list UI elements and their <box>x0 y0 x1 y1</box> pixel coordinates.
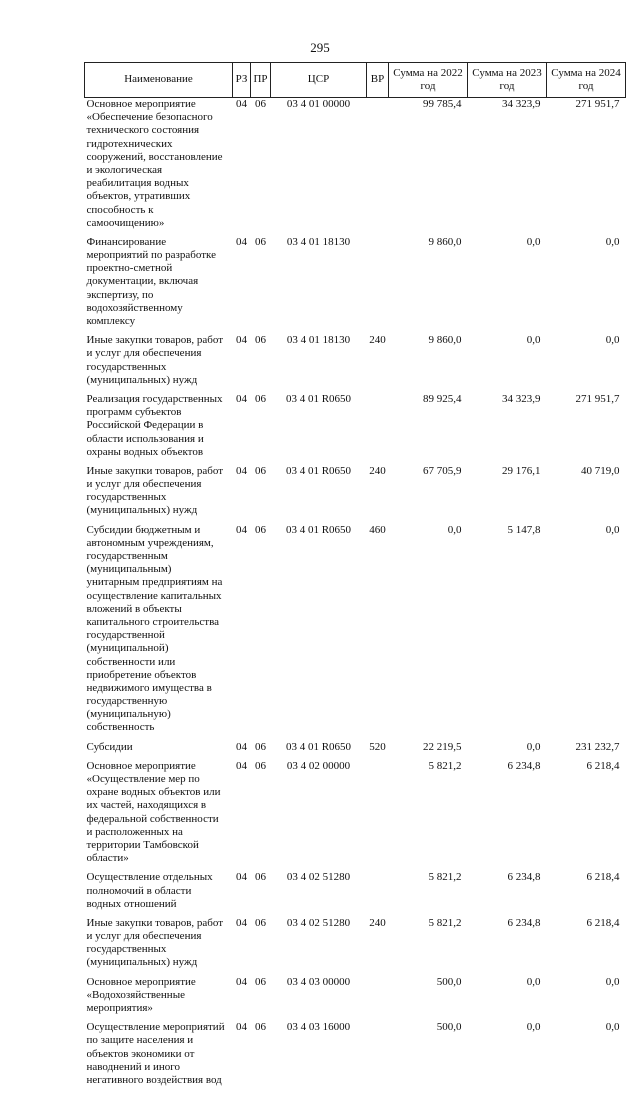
cell-sum-2024: 6 218,4 <box>586 916 620 929</box>
cell-sum-2023: 0,0 <box>526 334 541 347</box>
cell-csr: 03 4 02 51280 <box>286 916 351 929</box>
table-row <box>85 741 626 760</box>
cell-sum-2024: 0,0 <box>605 235 620 248</box>
cell-rz: 04 <box>236 916 247 929</box>
header-rz: РЗ <box>233 63 251 98</box>
cell-pr: 06 <box>255 235 266 248</box>
cell-sum-2023: 34 323,9 <box>502 392 541 405</box>
table-row <box>85 236 626 334</box>
cell-rz: 04 <box>236 464 247 477</box>
cell-sum-2022: 5 821,2 <box>428 871 462 884</box>
header-sum-2024: Сумма на 2024 год <box>547 63 626 98</box>
cell-vr: 240 <box>369 334 386 347</box>
cell-rz: 04 <box>236 759 247 772</box>
cell-vr: 240 <box>369 464 386 477</box>
cell-pr: 06 <box>255 523 266 536</box>
header-csr: ЦСР <box>271 63 367 98</box>
cell-pr: 06 <box>255 392 266 405</box>
header-name: Наименование <box>85 63 233 98</box>
cell-csr: 03 4 02 51280 <box>286 871 351 884</box>
cell-rz: 04 <box>236 740 247 753</box>
cell-pr: 06 <box>255 334 266 347</box>
cell-rz: 04 <box>236 975 247 988</box>
cell-sum-2022: 89 925,4 <box>423 392 462 405</box>
table-row <box>85 871 626 917</box>
header-vr: ВР <box>367 63 389 98</box>
cell-sum-2023: 29 176,1 <box>502 464 541 477</box>
cell-name: Основное мероприятие «Водохозяйственные мероприятия» <box>86 975 196 1014</box>
table-row <box>85 334 626 393</box>
cell-sum-2023: 6 234,8 <box>507 871 541 884</box>
cell-csr: 03 4 03 00000 <box>286 975 351 988</box>
cell-rz: 04 <box>236 523 247 536</box>
header-sum-2023: Сумма на 2023 год <box>468 63 547 98</box>
table-row <box>85 524 626 741</box>
cell-pr: 06 <box>255 740 266 753</box>
cell-pr: 06 <box>255 98 266 110</box>
cell-name: Осуществление отдельных полномочий в области водных отношений <box>86 871 213 910</box>
cell-vr: 240 <box>369 916 386 929</box>
cell-csr: 03 4 01 00000 <box>286 98 351 110</box>
table-row <box>85 976 626 1022</box>
cell-rz: 04 <box>236 871 247 884</box>
cell-sum-2023: 0,0 <box>526 235 541 248</box>
cell-sum-2022: 5 821,2 <box>428 759 462 772</box>
cell-name: Иные закупки товаров, работ и услуг для обеспечения государственных (муниципальных) нужд <box>86 464 224 517</box>
cell-vr: 520 <box>369 740 386 753</box>
cell-csr: 03 4 03 16000 <box>286 1021 351 1034</box>
cell-vr <box>367 98 389 236</box>
cell-sum-2022: 99 785,4 <box>423 98 462 110</box>
cell-sum-2023: 5 147,8 <box>507 523 541 536</box>
cell-pr: 06 <box>255 871 266 884</box>
cell-sum-2023: 6 234,8 <box>507 759 541 772</box>
cell-sum-2024: 271 951,7 <box>575 392 620 405</box>
cell-vr <box>367 1021 389 1093</box>
cell-sum-2024: 6 218,4 <box>586 871 620 884</box>
cell-sum-2023: 6 234,8 <box>507 916 541 929</box>
cell-rz: 04 <box>236 392 247 405</box>
cell-sum-2024: 231 232,7 <box>575 740 620 753</box>
cell-vr: 460 <box>369 523 386 536</box>
table-row <box>85 917 626 976</box>
cell-sum-2023: 34 323,9 <box>502 98 541 110</box>
cell-name: Субсидии бюджетным и автономным учреждениям, государственным (муниципальным) унитарным предприятиям на осуществление капитальных вложений в объекты капитального строительства государственной (муниципальной) собственности или приобретение объектов недвижимого имущества в государственную (муниципальную) собственность <box>86 523 223 734</box>
cell-sum-2024: 6 218,4 <box>586 759 620 772</box>
cell-sum-2022: 9 860,0 <box>428 334 462 347</box>
cell-vr <box>367 760 389 872</box>
cell-sum-2024: 0,0 <box>605 334 620 347</box>
cell-vr <box>367 871 389 917</box>
cell-sum-2024: 271 951,7 <box>575 98 620 110</box>
cell-csr: 03 4 01 R0650 <box>285 464 352 477</box>
cell-sum-2023: 0,0 <box>526 740 541 753</box>
cell-name: Основное мероприятие «Осуществление мер по охране водных объектов или их частей, находящихся в федеральной собственности и расположенных на территории Тамбовской области» <box>86 759 221 865</box>
cell-sum-2022: 67 705,9 <box>423 464 462 477</box>
cell-vr <box>367 976 389 1022</box>
cell-sum-2024: 0,0 <box>605 523 620 536</box>
cell-pr: 06 <box>255 464 266 477</box>
cell-sum-2023: 0,0 <box>526 1021 541 1034</box>
cell-sum-2022: 22 219,5 <box>423 740 462 753</box>
cell-rz: 04 <box>236 334 247 347</box>
cell-rz: 04 <box>236 1021 247 1034</box>
cell-sum-2022: 5 821,2 <box>428 916 462 929</box>
header-sum-2022: Сумма на 2022 год <box>389 63 468 98</box>
cell-sum-2023: 0,0 <box>526 975 541 988</box>
cell-sum-2024: 40 719,0 <box>581 464 620 477</box>
cell-name: Реализация государственных программ субъектов Российской Федерации в области использования и охраны водных объектов <box>86 392 223 458</box>
cell-name: Основное мероприятие «Обеспечение безопасного технического состояния гидротехнических сооружений, восстановление и экологическая реабилитация водных объектов, утративших способность к самоочищению» <box>86 98 223 229</box>
cell-csr: 03 4 01 R0650 <box>285 392 352 405</box>
table-row <box>85 760 626 872</box>
cell-pr: 06 <box>255 975 266 988</box>
page-number: 295 <box>310 40 330 55</box>
cell-pr: 06 <box>255 759 266 772</box>
table-row <box>85 1021 626 1093</box>
cell-vr <box>367 393 389 465</box>
cell-rz: 04 <box>236 98 247 110</box>
cell-pr: 06 <box>255 916 266 929</box>
cell-pr: 06 <box>255 1021 266 1034</box>
cell-name: Финансирование мероприятий по разработке проектно-сметной документации, включая экспертизу, по водохозяйственному комплексу <box>86 235 216 327</box>
cell-name: Иные закупки товаров, работ и услуг для обеспечения государственных (муниципальных) нужд <box>86 916 224 969</box>
table-row <box>85 98 626 236</box>
table-header-row <box>85 63 626 98</box>
budget-table <box>84 62 626 1093</box>
cell-vr <box>367 236 389 334</box>
cell-csr: 03 4 02 00000 <box>286 759 351 772</box>
header-pr: ПР <box>251 63 271 98</box>
cell-name: Субсидии <box>86 740 133 753</box>
cell-name: Иные закупки товаров, работ и услуг для обеспечения государственных (муниципальных) нужд <box>86 334 224 386</box>
cell-csr: 03 4 01 R0650 <box>285 523 352 536</box>
cell-csr: 03 4 01 18130 <box>286 235 351 248</box>
table-row <box>85 465 626 524</box>
cell-sum-2022: 500,0 <box>436 975 462 988</box>
cell-sum-2024: 0,0 <box>605 975 620 988</box>
cell-sum-2022: 0,0 <box>447 523 462 536</box>
cell-csr: 03 4 01 18130 <box>286 334 351 347</box>
table-row <box>85 393 626 465</box>
cell-name: Осуществление мероприятий по защите населения и объектов экономики от наводнений и иного негативного воздействия вод <box>86 1021 225 1086</box>
cell-rz: 04 <box>236 235 247 248</box>
cell-sum-2024: 0,0 <box>605 1021 620 1034</box>
cell-sum-2022: 500,0 <box>436 1021 462 1034</box>
cell-csr: 03 4 01 R0650 <box>285 740 352 753</box>
cell-sum-2022: 9 860,0 <box>428 235 462 248</box>
